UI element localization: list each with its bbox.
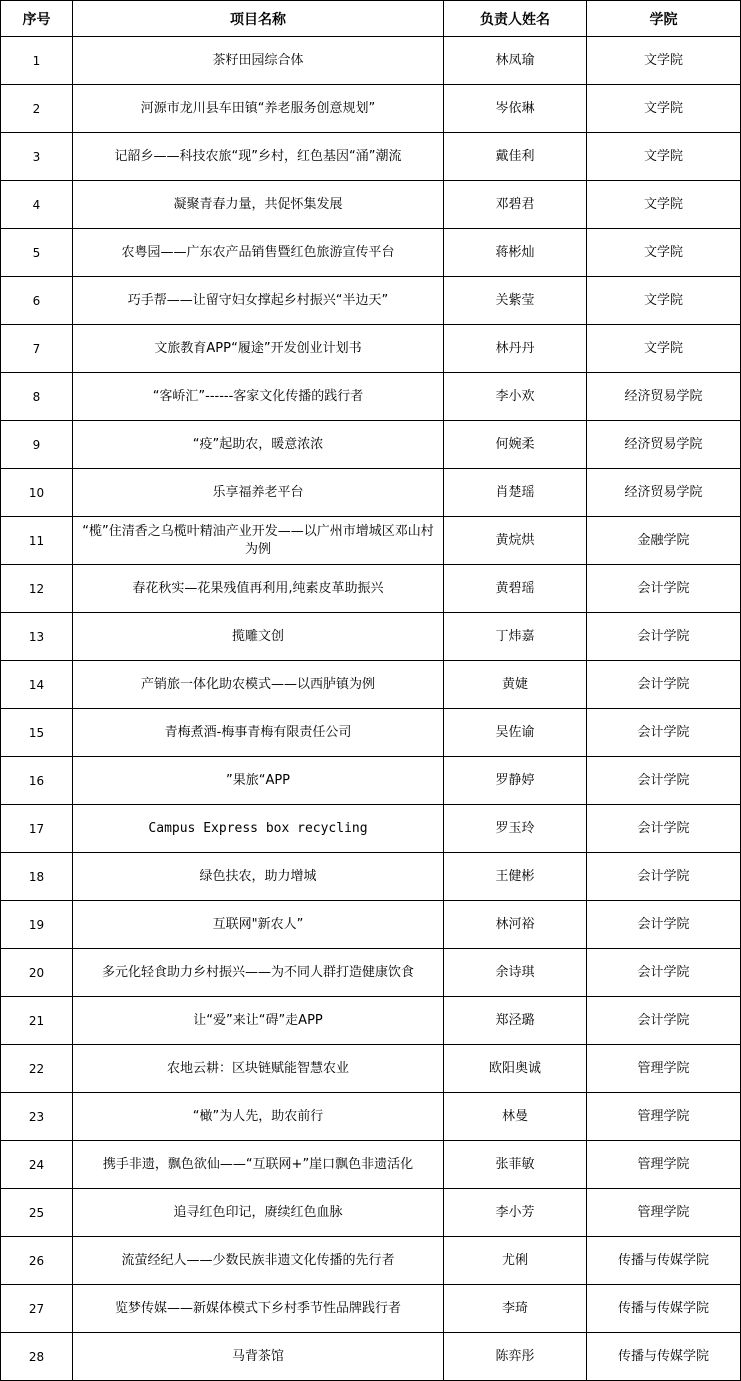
project-name: 流萤经纪人——少数民族非遗文化传播的先行者 [73,1237,444,1285]
leader-name: 尤俐 [444,1237,587,1285]
project-name: 揽雕文创 [73,613,444,661]
college-name: 经济贸易学院 [587,373,741,421]
table-row [1,85,741,133]
college-name: 文学院 [587,85,741,133]
leader-name: 林凤瑜 [444,37,587,85]
row-number: 20 [1,949,73,997]
leader-name: 林河裕 [444,901,587,949]
project-name: 绿色扶农，助力增城 [73,853,444,901]
leader-name: 邓碧君 [444,181,587,229]
header-college: 学院 [587,1,741,37]
college-name: 会计学院 [587,709,741,757]
table-row [1,229,741,277]
leader-name: 戴佳利 [444,133,587,181]
table-row [1,1141,741,1189]
leader-name: 李小欢 [444,373,587,421]
project-name: 互联网"新农人” [73,901,444,949]
table-row [1,709,741,757]
leader-name: 林丹丹 [444,325,587,373]
leader-name: 丁炜嘉 [444,613,587,661]
row-number: 24 [1,1141,73,1189]
leader-name: 郑泾璐 [444,997,587,1045]
row-number: 10 [1,469,73,517]
row-number: 3 [1,133,73,181]
table-row [1,517,741,565]
leader-name: 岑依琳 [444,85,587,133]
row-number: 5 [1,229,73,277]
header-project-name: 项目名称 [73,1,444,37]
table-row [1,181,741,229]
row-number: 16 [1,757,73,805]
project-name: 春花秋实—花果残值再利用,纯素皮革助振兴 [73,565,444,613]
table-row [1,325,741,373]
row-number: 1 [1,37,73,85]
project-name: 记韶乡——科技农旅“现”乡村，红色基因“涌”潮流 [73,133,444,181]
table-row [1,421,741,469]
header-no: 序号 [1,1,73,37]
college-name: 会计学院 [587,613,741,661]
college-name: 会计学院 [587,901,741,949]
project-name: Campus Express box recycling [73,805,444,853]
project-name: 让“爱”来让“碍”走APP [73,997,444,1045]
college-name: 金融学院 [587,517,741,565]
project-name: 农地云耕：区块链赋能智慧农业 [73,1045,444,1093]
row-number: 25 [1,1189,73,1237]
table-row [1,1285,741,1333]
row-number: 2 [1,85,73,133]
row-number: 19 [1,901,73,949]
row-number: 9 [1,421,73,469]
table-row [1,1237,741,1285]
college-name: 文学院 [587,325,741,373]
row-number: 23 [1,1093,73,1141]
project-name: 巧手帮——让留守妇女撑起乡村振兴“半边天” [73,277,444,325]
college-name: 会计学院 [587,853,741,901]
table-row [1,997,741,1045]
college-name: 管理学院 [587,1189,741,1237]
project-name: 携手非遗，飘色欲仙——“互联网+”崖口飘色非遗活化 [73,1141,444,1189]
row-number: 26 [1,1237,73,1285]
project-name: 览梦传媒——新媒体模式下乡村季节性品牌践行者 [73,1285,444,1333]
table-row [1,373,741,421]
college-name: 文学院 [587,229,741,277]
row-number: 21 [1,997,73,1045]
table-row [1,469,741,517]
college-name: 会计学院 [587,949,741,997]
row-number: 4 [1,181,73,229]
row-number: 6 [1,277,73,325]
table-row [1,277,741,325]
college-name: 会计学院 [587,997,741,1045]
college-name: 经济贸易学院 [587,469,741,517]
college-name: 文学院 [587,133,741,181]
row-number: 14 [1,661,73,709]
project-name: 青梅煮酒-梅事青梅有限责任公司 [73,709,444,757]
row-number: 27 [1,1285,73,1333]
leader-name: 李琦 [444,1285,587,1333]
leader-name: 罗静婷 [444,757,587,805]
leader-name: 吴佐谕 [444,709,587,757]
leader-name: 王健彬 [444,853,587,901]
project-name: 追寻红色印记，赓续红色血脉 [73,1189,444,1237]
project-name: “榄”住清香之乌榄叶精油产业开发——以广州市增城区邓山村为例 [73,517,444,565]
project-name: “疫”起助农，暖意浓浓 [73,421,444,469]
project-name: 河源市龙川县车田镇“养老服务创意规划” [73,85,444,133]
leader-name: 黄碧瑶 [444,565,587,613]
project-name: 乐享福养老平台 [73,469,444,517]
college-name: 管理学院 [587,1141,741,1189]
project-name: 多元化轻食助力乡村振兴——为不同人群打造健康饮食 [73,949,444,997]
leader-name: 黄烷烘 [444,517,587,565]
project-name: 产销旅一体化助农模式——以西胪镇为例 [73,661,444,709]
leader-name: 蒋彬灿 [444,229,587,277]
table-row [1,757,741,805]
leader-name: 余诗琪 [444,949,587,997]
table-row [1,661,741,709]
table-row [1,853,741,901]
college-name: 传播与传媒学院 [587,1333,741,1381]
table-row [1,805,741,853]
table-row [1,565,741,613]
table-body [1,37,741,1381]
table-row [1,1333,741,1381]
row-number: 7 [1,325,73,373]
row-number: 18 [1,853,73,901]
leader-name: 何婉柔 [444,421,587,469]
row-number: 28 [1,1333,73,1381]
table-row [1,1045,741,1093]
leader-name: 陈弈彤 [444,1333,587,1381]
college-name: 管理学院 [587,1045,741,1093]
leader-name: 罗玉玲 [444,805,587,853]
table-row [1,949,741,997]
leader-name: 李小芳 [444,1189,587,1237]
college-name: 传播与传媒学院 [587,1285,741,1333]
college-name: 文学院 [587,37,741,85]
project-name: 马背茶馆 [73,1333,444,1381]
college-name: 经济贸易学院 [587,421,741,469]
college-name: 会计学院 [587,565,741,613]
leader-name: 关紫莹 [444,277,587,325]
project-name: ”果旅“APP [73,757,444,805]
row-number: 12 [1,565,73,613]
table-row [1,901,741,949]
college-name: 传播与传媒学院 [587,1237,741,1285]
row-number: 8 [1,373,73,421]
table-row [1,1189,741,1237]
project-name: 农粤园——广东农产品销售暨红色旅游宣传平台 [73,229,444,277]
table-row [1,613,741,661]
table-row [1,133,741,181]
project-name: 茶籽田园综合体 [73,37,444,85]
college-name: 文学院 [587,277,741,325]
leader-name: 肖楚瑶 [444,469,587,517]
college-name: 会计学院 [587,757,741,805]
table-row [1,1093,741,1141]
leader-name: 黄婕 [444,661,587,709]
row-number: 13 [1,613,73,661]
college-name: 会计学院 [587,805,741,853]
leader-name: 张菲敏 [444,1141,587,1189]
row-number: 22 [1,1045,73,1093]
project-name: “橄”为人先，助农前行 [73,1093,444,1141]
project-name: “客峤汇”------客家文化传播的践行者 [73,373,444,421]
college-name: 管理学院 [587,1093,741,1141]
college-name: 会计学院 [587,661,741,709]
project-name: 文旅教育APP“履途”开发创业计划书 [73,325,444,373]
row-number: 17 [1,805,73,853]
row-number: 15 [1,709,73,757]
leader-name: 林曼 [444,1093,587,1141]
table-row [1,37,741,85]
header-row [1,1,741,37]
header-leader-name: 负责人姓名 [444,1,587,37]
college-name: 文学院 [587,181,741,229]
leader-name: 欧阳奥诚 [444,1045,587,1093]
row-number: 11 [1,517,73,565]
project-name: 凝聚青春力量，共促怀集发展 [73,181,444,229]
